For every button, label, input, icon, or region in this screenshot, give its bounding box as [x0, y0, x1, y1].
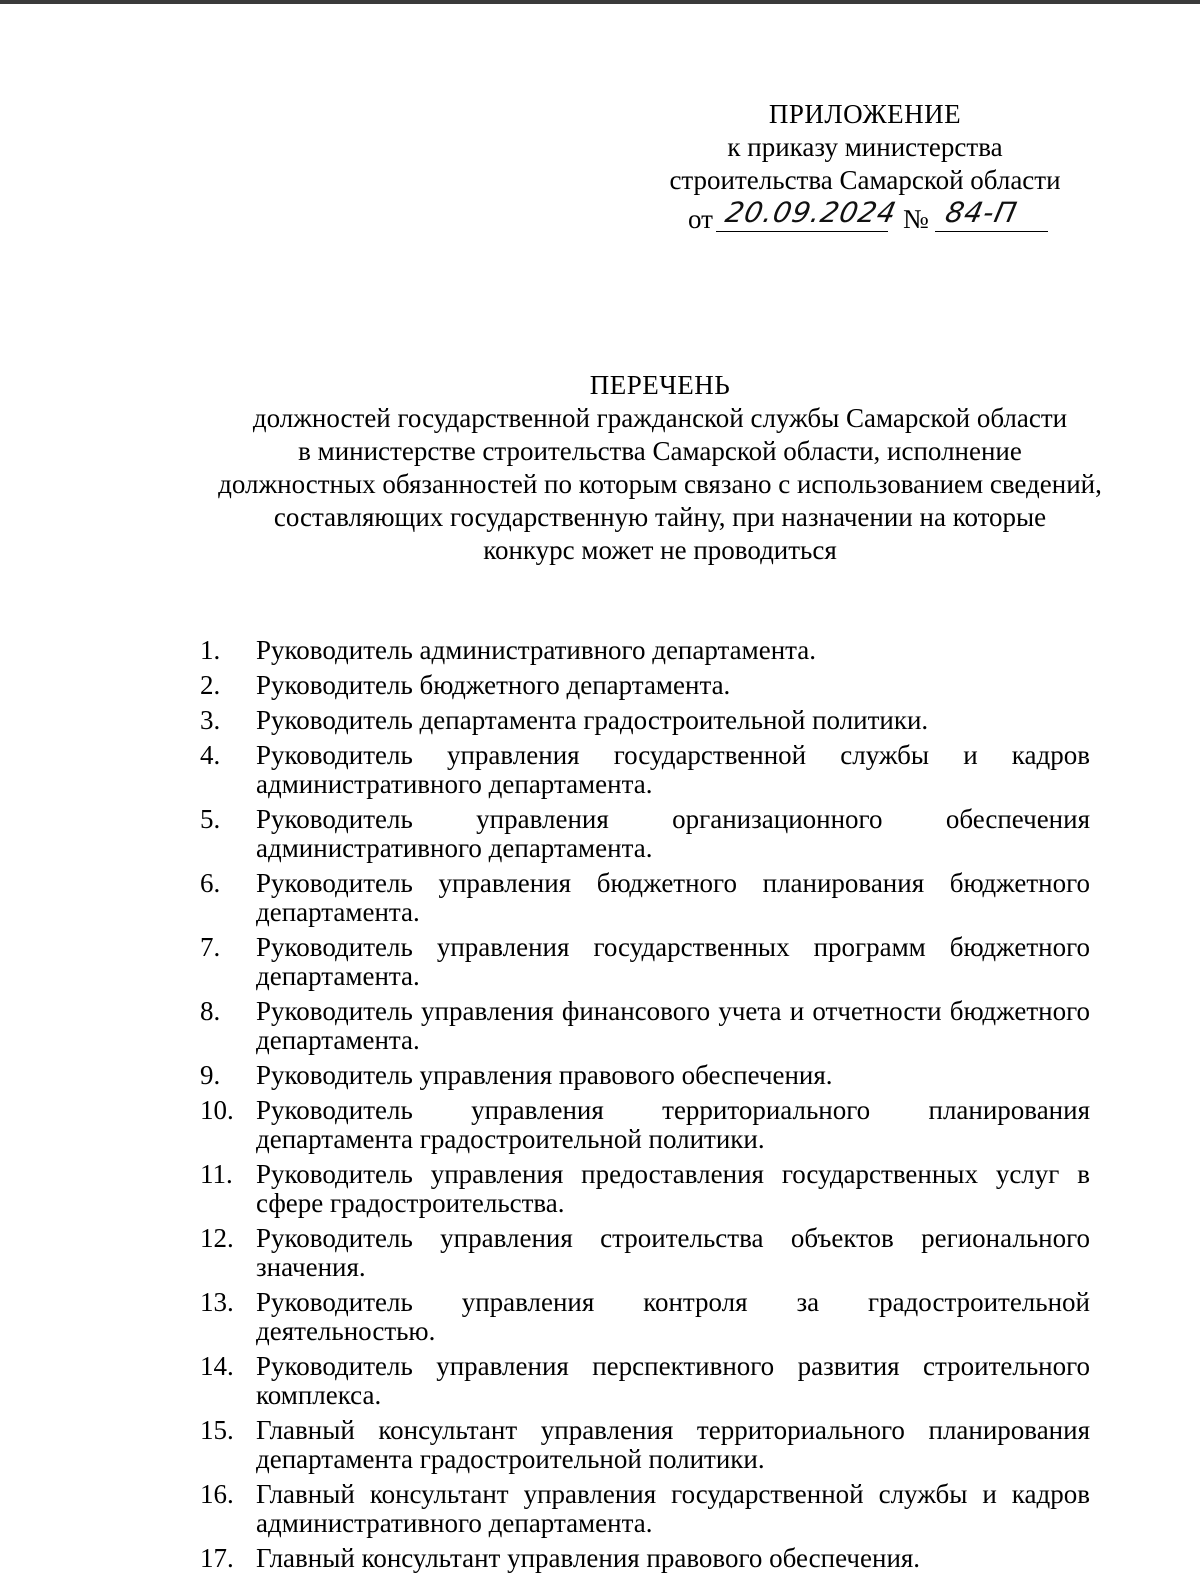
item-text: Руководитель управления строительства объектов регионального значения. — [256, 1223, 1090, 1282]
item-text: Руководитель управления перспективного развития строительного комплекса. — [256, 1351, 1090, 1410]
number-prefix: № — [903, 204, 929, 234]
list-item — [200, 1544, 1090, 1573]
item-text: Руководитель управления финансового учета и отчетности бюджетного департамента. — [256, 996, 1090, 1055]
item-text: Руководитель управления государственных программ бюджетного департамента. — [256, 932, 1090, 991]
list-item — [200, 636, 1090, 665]
scan-edge — [0, 0, 1200, 4]
item-text: Руководитель управления правового обеспечения. — [256, 1060, 833, 1090]
item-number: 8. — [200, 996, 221, 1026]
item-text: Руководитель бюджетного департамента. — [256, 670, 731, 700]
item-text: Руководитель административного департамента. — [256, 635, 816, 665]
list-item — [200, 1061, 1090, 1090]
item-number: 13. — [200, 1287, 234, 1317]
item-number: 17. — [200, 1543, 234, 1573]
item-text: Главный консультант управления территориального планирования департамента градостроительной политики. — [256, 1415, 1090, 1474]
heading-line: должностей государственной гражданской службы Самарской области — [252, 403, 1068, 433]
item-number: 3. — [200, 705, 221, 735]
approval-line-2: строительства Самарской области — [669, 165, 1061, 195]
item-text: Главный консультант управления государственной службы и кадров административного департамента. — [256, 1479, 1090, 1538]
list-item — [200, 1288, 1090, 1346]
item-text: Руководитель управления бюджетного планирования бюджетного департамента. — [256, 868, 1090, 927]
item-text: Руководитель департамента градостроительной политики. — [256, 705, 929, 735]
list-item — [200, 869, 1090, 927]
item-number: 1. — [200, 635, 221, 665]
list-item — [200, 671, 1090, 700]
list-item — [200, 805, 1090, 863]
list-item — [200, 1480, 1090, 1538]
list-item — [200, 997, 1090, 1055]
handwritten-number: 84-П — [942, 196, 1021, 229]
document-heading — [190, 369, 1130, 567]
list-item — [200, 706, 1090, 735]
item-number: 16. — [200, 1479, 234, 1509]
list-item — [200, 1224, 1090, 1282]
list-item — [200, 1160, 1090, 1218]
date-prefix: от — [688, 204, 713, 234]
number-underline — [935, 231, 1048, 232]
item-number: 2. — [200, 670, 221, 700]
list-item — [200, 1096, 1090, 1154]
item-text: Главный консультант управления правового обеспечения. — [256, 1543, 921, 1573]
item-text: Руководитель управления государственной службы и кадров административного департамента. — [256, 740, 1090, 799]
item-number: 4. — [200, 740, 221, 770]
heading-line: конкурс может не проводиться — [483, 535, 837, 565]
heading-title: ПЕРЕЧЕНЬ — [589, 370, 731, 400]
item-number: 6. — [200, 868, 221, 898]
item-text: Руководитель управления территориального планирования департамента градостроительной политики. — [256, 1095, 1090, 1154]
approval-line-1: к приказу министерства — [727, 132, 1003, 162]
handwritten-date: 20.09.2024 — [722, 196, 900, 229]
item-number: 9. — [200, 1060, 221, 1090]
item-number: 5. — [200, 804, 221, 834]
heading-line: в министерстве строительства Самарской области, исполнение — [298, 436, 1022, 466]
item-number: 15. — [200, 1415, 234, 1445]
positions-list — [200, 636, 1090, 1579]
list-item — [200, 1416, 1090, 1474]
approval-title: ПРИЛОЖЕНИЕ — [768, 99, 962, 129]
item-text: Руководитель управления организационного обеспечения административного департамента. — [256, 804, 1090, 863]
list-item — [200, 933, 1090, 991]
item-number: 12. — [200, 1223, 234, 1253]
list-item — [200, 741, 1090, 799]
item-number: 7. — [200, 932, 221, 962]
item-number: 11. — [200, 1159, 233, 1189]
item-text: Руководитель управления контроля за градостроительной деятельностью. — [256, 1287, 1090, 1346]
item-number: 14. — [200, 1351, 234, 1381]
order-date-number — [688, 198, 1058, 238]
heading-line: должностных обязанностей по которым связано с использованием сведений, — [218, 469, 1102, 499]
heading-line: составляющих государственную тайну, при назначении на которые — [273, 502, 1047, 532]
item-text: Руководитель управления предоставления государственных услуг в сфере градостроительства. — [256, 1159, 1090, 1218]
list-item — [200, 1352, 1090, 1410]
approval-block — [640, 98, 1090, 197]
item-number: 10. — [200, 1095, 234, 1125]
date-underline — [716, 231, 888, 232]
